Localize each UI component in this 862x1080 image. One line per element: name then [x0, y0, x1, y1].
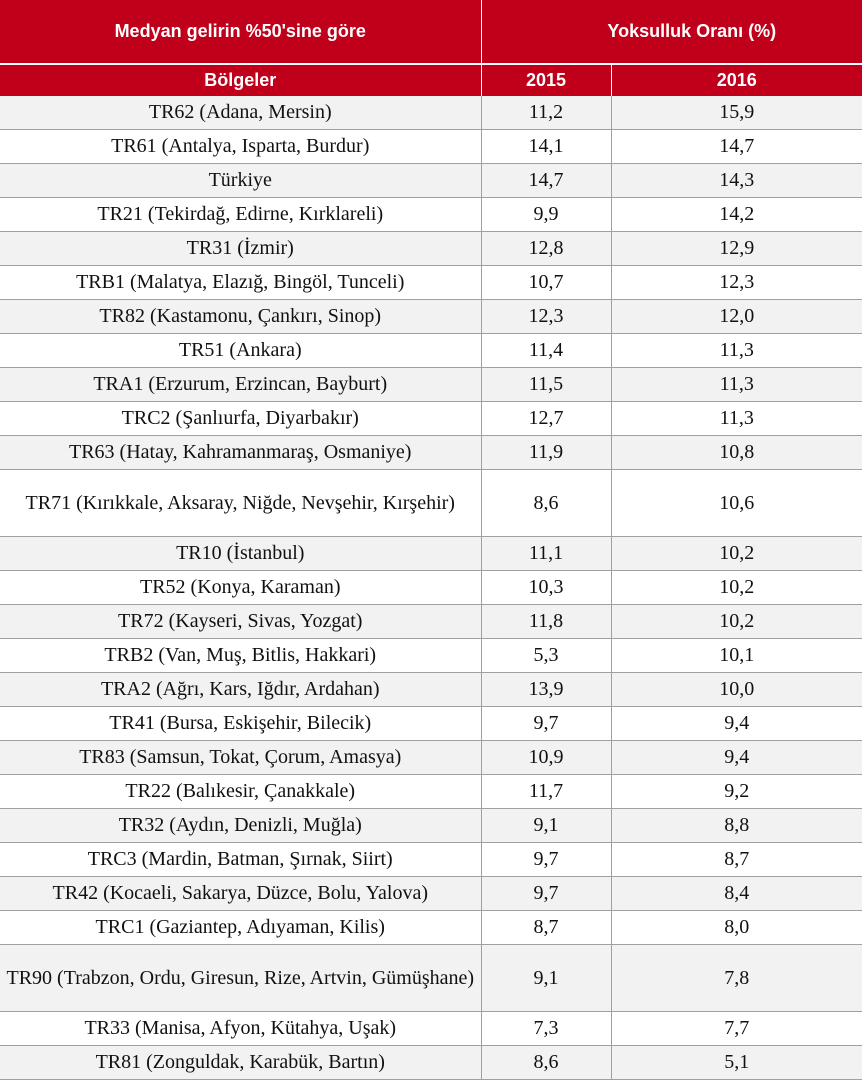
- value-2015-cell: 12,7: [481, 402, 611, 436]
- poverty-rate-title: Yoksulluk Oranı (%): [607, 21, 777, 41]
- region-cell: TR81 (Zonguldak, Karabük, Bartın): [0, 1046, 481, 1080]
- value-2015-cell: 11,5: [481, 368, 611, 402]
- table-row: [0, 266, 862, 300]
- value-2015-cell: 10,7: [481, 266, 611, 300]
- column-header-region: Bölgeler: [0, 64, 481, 96]
- value-2016-cell: 9,4: [611, 707, 862, 741]
- value-2015-cell: 14,7: [481, 164, 611, 198]
- table-row: [0, 571, 862, 605]
- value-2015-cell: 9,1: [481, 809, 611, 843]
- column-header-2016: 2016: [611, 64, 862, 96]
- table-row: [0, 368, 862, 402]
- header-right-title: [481, 0, 862, 64]
- table-row: [0, 198, 862, 232]
- value-2015-cell: 13,9: [481, 673, 611, 707]
- value-2016-cell: 7,8: [611, 945, 862, 1012]
- region-cell: Türkiye: [0, 164, 481, 198]
- value-2015-cell: 10,3: [481, 571, 611, 605]
- table-row: [0, 707, 862, 741]
- region-cell: TR61 (Antalya, Isparta, Burdur): [0, 130, 481, 164]
- table-row: [0, 537, 862, 571]
- region-cell: TR31 (İzmir): [0, 232, 481, 266]
- region-cell: TR83 (Samsun, Tokat, Çorum, Amasya): [0, 741, 481, 775]
- value-2015-cell: 11,7: [481, 775, 611, 809]
- table-row: [0, 334, 862, 368]
- value-2015-cell: 9,7: [481, 843, 611, 877]
- region-cell: TR41 (Bursa, Eskişehir, Bilecik): [0, 707, 481, 741]
- value-2015-cell: 8,6: [481, 1046, 611, 1080]
- value-2015-cell: 14,1: [481, 130, 611, 164]
- table-row: [0, 1012, 862, 1046]
- value-2015-cell: 11,9: [481, 436, 611, 470]
- region-cell: TR22 (Balıkesir, Çanakkale): [0, 775, 481, 809]
- table-row: [0, 673, 862, 707]
- region-cell: TR10 (İstanbul): [0, 537, 481, 571]
- header-left-title: Medyan gelirin %50'sine göre: [0, 0, 481, 64]
- table-row: [0, 164, 862, 198]
- value-2015-cell: 8,7: [481, 911, 611, 945]
- region-cell: TR21 (Tekirdağ, Edirne, Kırklareli): [0, 198, 481, 232]
- value-2015-cell: 10,9: [481, 741, 611, 775]
- table-row: [0, 402, 862, 436]
- table-row: [0, 470, 862, 537]
- table-row: [0, 300, 862, 334]
- region-cell: TRC2 (Şanlıurfa, Diyarbakır): [0, 402, 481, 436]
- value-2016-cell: 11,3: [611, 402, 862, 436]
- table-row: [0, 96, 862, 130]
- value-2016-cell: 7,7: [611, 1012, 862, 1046]
- header-row-top: [0, 0, 862, 64]
- value-2016-cell: 12,3: [611, 266, 862, 300]
- value-2016-cell: 10,2: [611, 537, 862, 571]
- value-2016-cell: 8,0: [611, 911, 862, 945]
- region-cell: TR52 (Konya, Karaman): [0, 571, 481, 605]
- value-2016-cell: 10,2: [611, 605, 862, 639]
- value-2016-cell: 8,4: [611, 877, 862, 911]
- region-cell: TRA2 (Ağrı, Kars, Iğdır, Ardahan): [0, 673, 481, 707]
- region-cell: TR82 (Kastamonu, Çankırı, Sinop): [0, 300, 481, 334]
- table-row: [0, 945, 862, 1012]
- value-2015-cell: 12,3: [481, 300, 611, 334]
- value-2015-cell: 11,1: [481, 537, 611, 571]
- value-2015-cell: 9,7: [481, 707, 611, 741]
- value-2016-cell: 12,0: [611, 300, 862, 334]
- value-2016-cell: 10,1: [611, 639, 862, 673]
- value-2016-cell: 10,8: [611, 436, 862, 470]
- region-cell: TR90 (Trabzon, Ordu, Giresun, Rize, Artvin, Gümüşhane): [0, 945, 481, 1012]
- header-row-columns: [0, 64, 862, 96]
- table-row: [0, 1046, 862, 1080]
- region-cell: TR72 (Kayseri, Sivas, Yozgat): [0, 605, 481, 639]
- table-row: [0, 741, 862, 775]
- value-2015-cell: 7,3: [481, 1012, 611, 1046]
- region-cell: TRC3 (Mardin, Batman, Şırnak, Siirt): [0, 843, 481, 877]
- region-cell: TRB2 (Van, Muş, Bitlis, Hakkari): [0, 639, 481, 673]
- region-cell: TR33 (Manisa, Afyon, Kütahya, Uşak): [0, 1012, 481, 1046]
- value-2016-cell: 11,3: [611, 368, 862, 402]
- value-2016-cell: 10,2: [611, 571, 862, 605]
- value-2015-cell: 11,8: [481, 605, 611, 639]
- value-2015-cell: 9,9: [481, 198, 611, 232]
- value-2015-cell: 9,1: [481, 945, 611, 1012]
- table-row: [0, 639, 862, 673]
- region-cell: TRC1 (Gaziantep, Adıyaman, Kilis): [0, 911, 481, 945]
- region-cell: TR63 (Hatay, Kahramanmaraş, Osmaniye): [0, 436, 481, 470]
- value-2015-cell: 11,4: [481, 334, 611, 368]
- table-row: [0, 130, 862, 164]
- value-2016-cell: 8,8: [611, 809, 862, 843]
- table-row: [0, 911, 862, 945]
- region-cell: TR62 (Adana, Mersin): [0, 96, 481, 130]
- value-2015-cell: 8,6: [481, 470, 611, 537]
- value-2016-cell: 8,7: [611, 843, 862, 877]
- value-2016-cell: 9,4: [611, 741, 862, 775]
- region-cell: TR71 (Kırıkkale, Aksaray, Niğde, Nevşehir, Kırşehir): [0, 470, 481, 537]
- value-2015-cell: 9,7: [481, 877, 611, 911]
- table-body: [0, 96, 862, 1080]
- region-cell: TR32 (Aydın, Denizli, Muğla): [0, 809, 481, 843]
- table-row: [0, 232, 862, 266]
- value-2016-cell: 10,0: [611, 673, 862, 707]
- table-row: [0, 775, 862, 809]
- region-cell: TR42 (Kocaeli, Sakarya, Düzce, Bolu, Yalova): [0, 877, 481, 911]
- value-2015-cell: 5,3: [481, 639, 611, 673]
- value-2015-cell: 12,8: [481, 232, 611, 266]
- value-2016-cell: 10,6: [611, 470, 862, 537]
- column-header-2015: 2015: [481, 64, 611, 96]
- table-row: [0, 605, 862, 639]
- value-2016-cell: 5,1: [611, 1046, 862, 1080]
- value-2016-cell: 14,2: [611, 198, 862, 232]
- table-row: [0, 843, 862, 877]
- value-2016-cell: 11,3: [611, 334, 862, 368]
- value-2016-cell: 9,2: [611, 775, 862, 809]
- value-2016-cell: 14,7: [611, 130, 862, 164]
- value-2016-cell: 12,9: [611, 232, 862, 266]
- value-2015-cell: 11,2: [481, 96, 611, 130]
- table-row: [0, 809, 862, 843]
- value-2016-cell: 15,9: [611, 96, 862, 130]
- value-2016-cell: 14,3: [611, 164, 862, 198]
- table-row: [0, 877, 862, 911]
- region-cell: TRB1 (Malatya, Elazığ, Bingöl, Tunceli): [0, 266, 481, 300]
- region-cell: TR51 (Ankara): [0, 334, 481, 368]
- table-row: [0, 436, 862, 470]
- region-cell: TRA1 (Erzurum, Erzincan, Bayburt): [0, 368, 481, 402]
